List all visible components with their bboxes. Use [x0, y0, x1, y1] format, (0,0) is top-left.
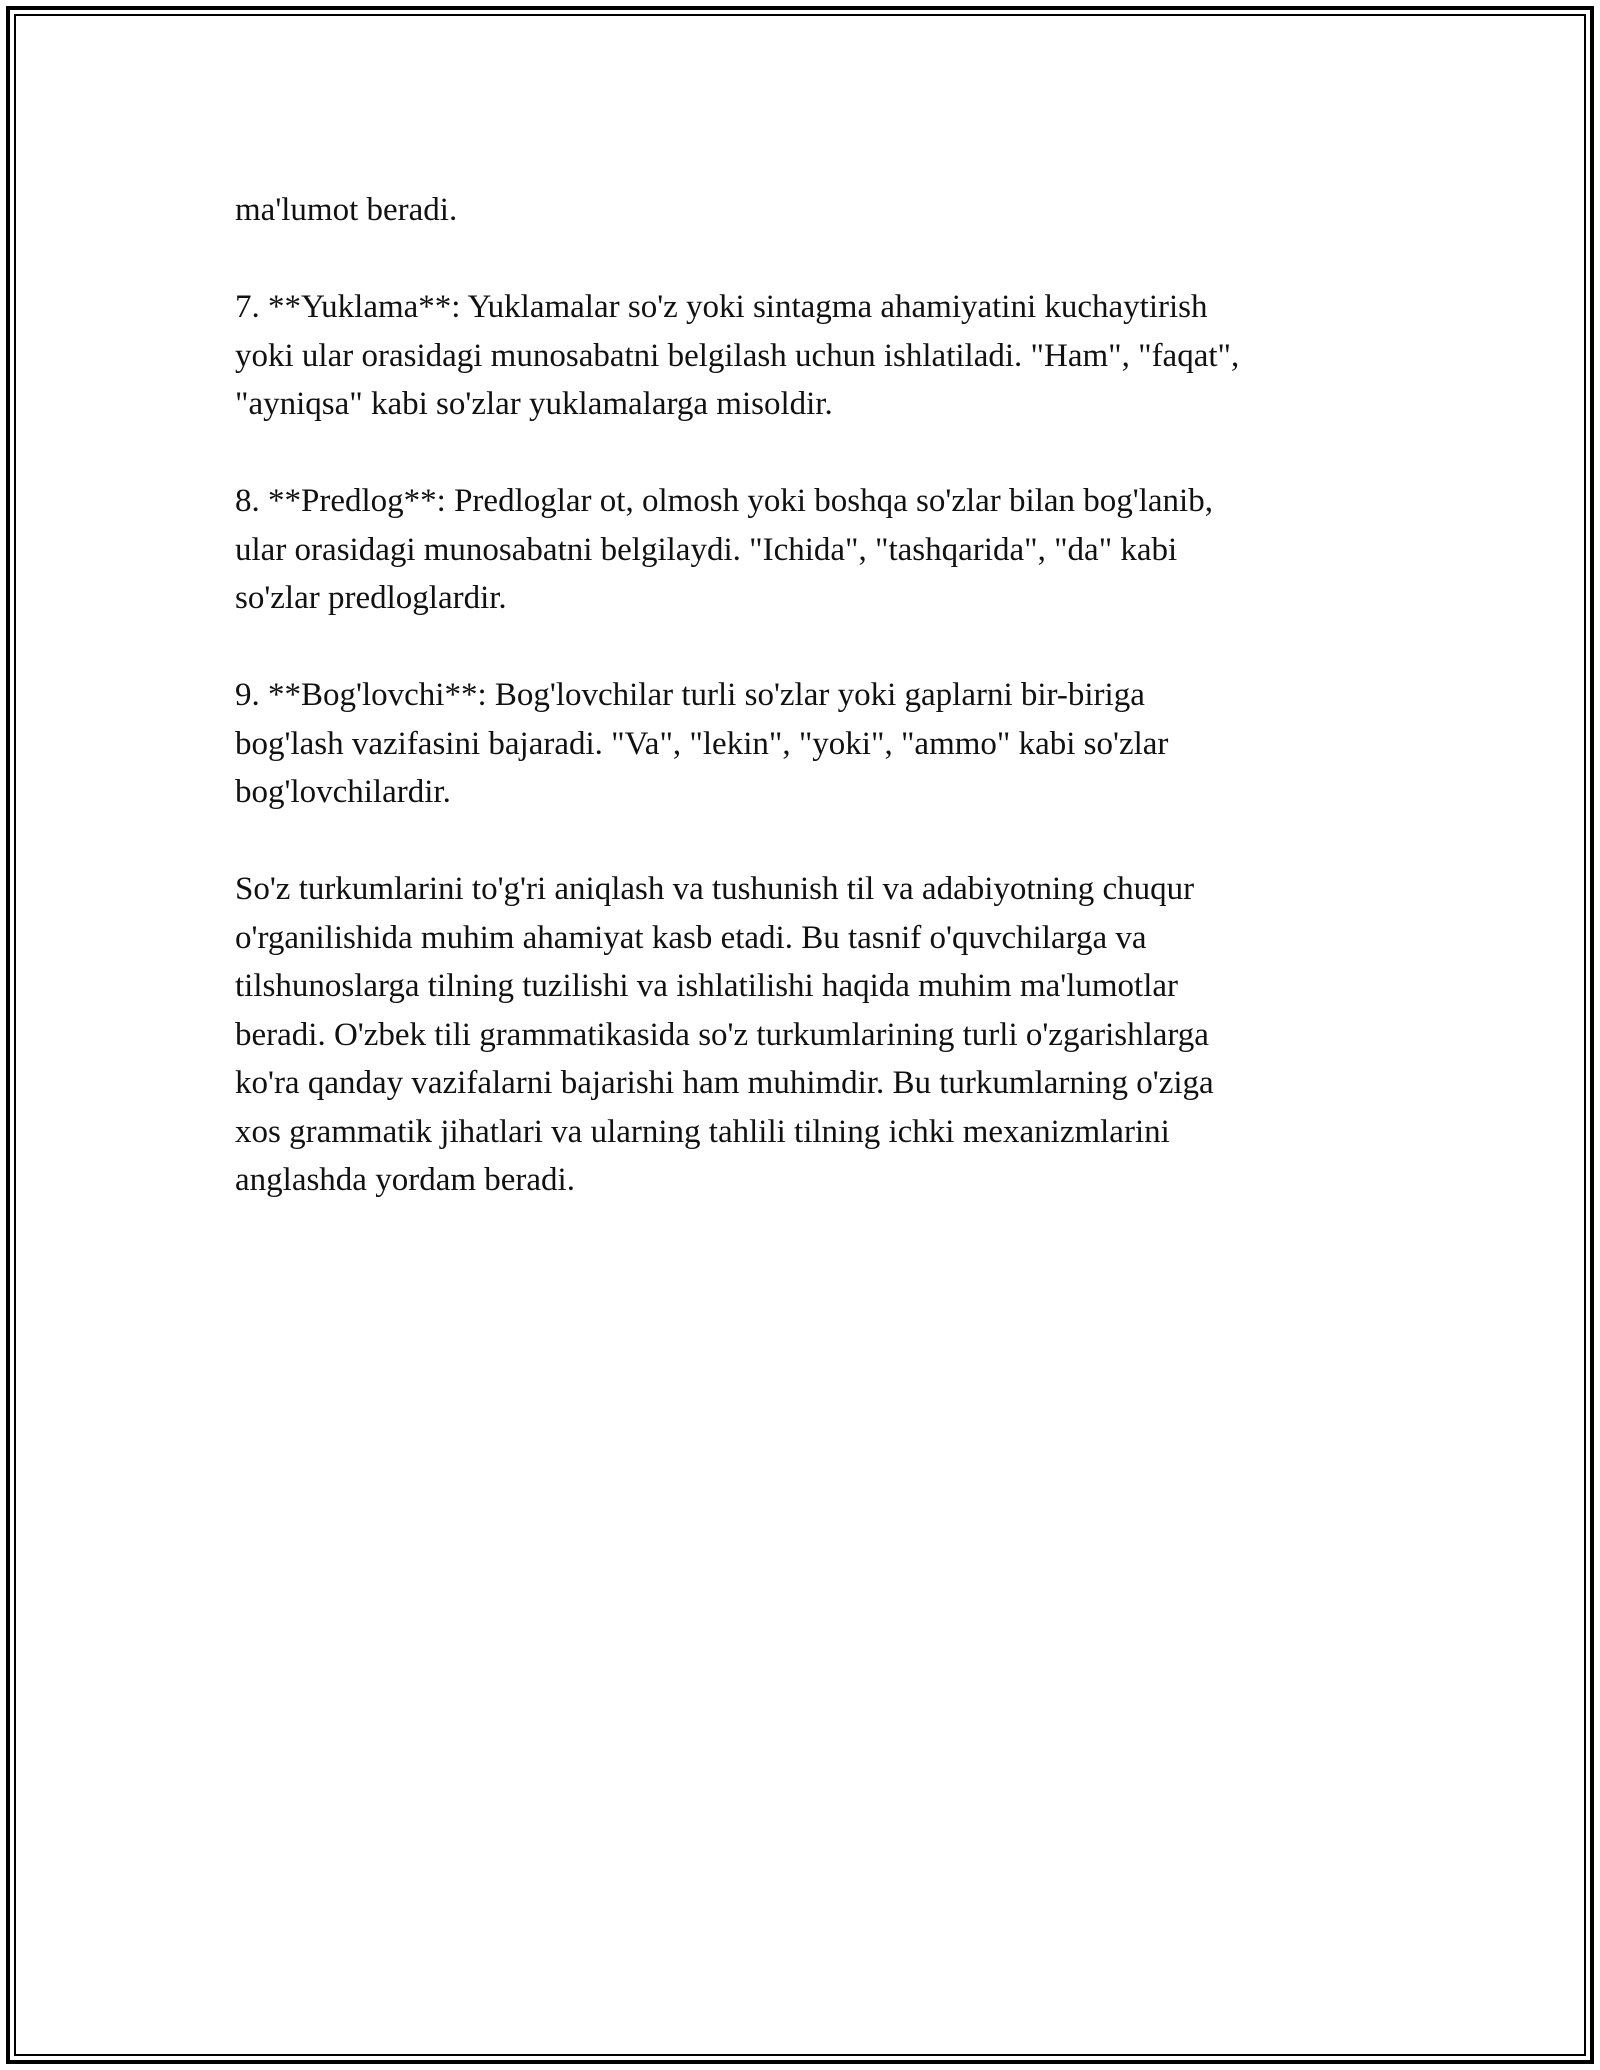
document-body: [235, 186, 1365, 1253]
paragraph-conclusion: So'z turkumlarini to'g'ri aniqlash va tushunish til va adabiyotning chuqur o'rganilishida muhim ahamiyat kasb etadi. Bu tasnif o'quvchilarga va tilshunoslarga tilning tuzilishi va ishlatilishi haqida muhim ma'lumotlar beradi. O'zbek tili grammatikasida so'z turkumlarining turli o'zgarishlarga ko'ra qanday vazifalarni bajarishi ham muhimdir. Bu turkumlarning o'ziga xos grammatik jihatlari va ularning tahlili tilning ichki mexanizmlarini anglashda yordam beradi.: [235, 871, 1214, 1198]
paragraph-predlog: 8. **Predlog**: Predloglar ot, olmosh yoki boshqa so'zlar bilan bog'lanib, ular orasidagi munosabatni belgilaydi. "Ichida", "tashqarida", "da" kabi so'zlar predloglardir.: [235, 483, 1213, 616]
paragraph-boglovchi: 9. **Bog'lovchi**: Bog'lovchilar turli so'zlar yoki gaplarni bir-biriga bog'lash vazifasini bajaradi. "Va", "lekin", "yoki", "ammo" kabi so'zlar bog'lovchilardir.: [235, 677, 1169, 810]
paragraph-yuklama: 7. **Yuklama**: Yuklamalar so'z yoki sintagma ahamiyatini kuchaytirish yoki ular orasidagi munosabatni belgilash uchun ishlatiladi. "Ham", "faqat", "ayniqsa" kabi so'zlar yuklamalarga misoldir.: [235, 289, 1240, 422]
paragraph-continuation: ma'lumot beradi.: [235, 192, 458, 228]
